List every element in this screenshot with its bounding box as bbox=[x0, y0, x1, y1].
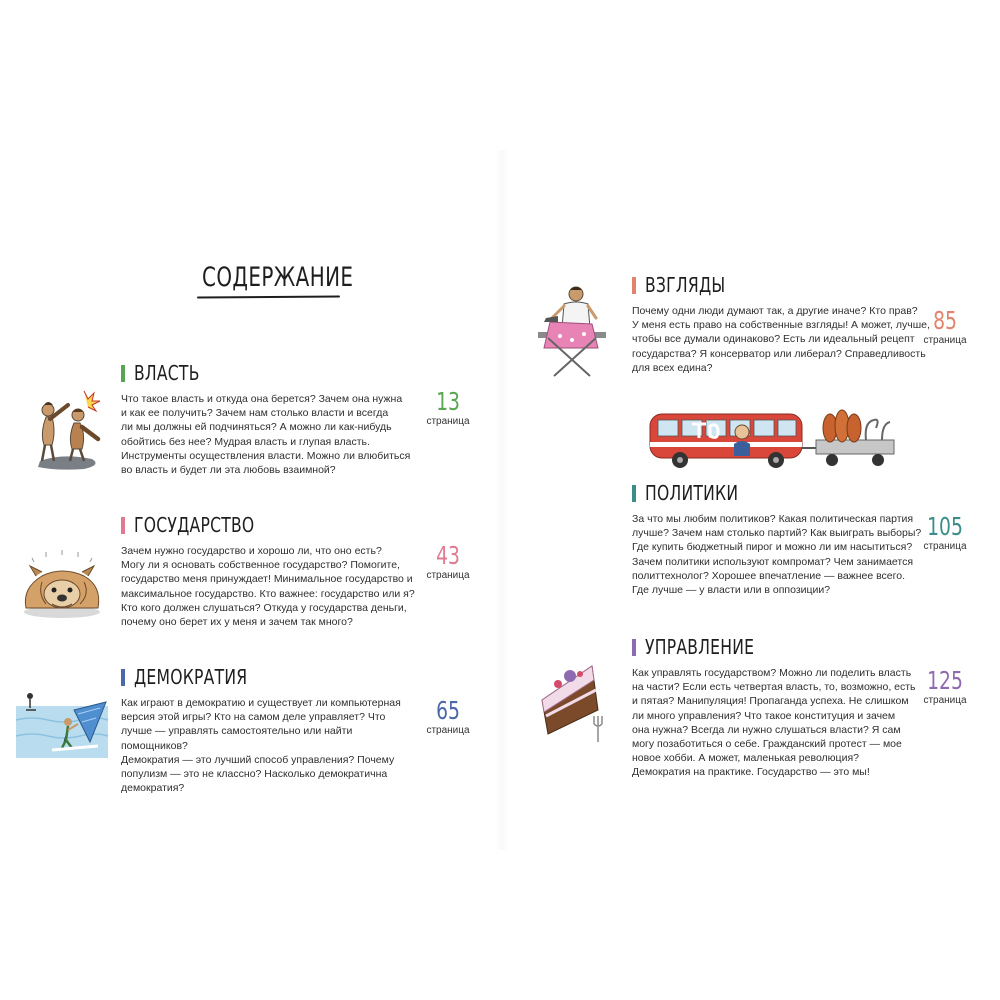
page-ref-demokratiya[interactable] bbox=[423, 697, 473, 736]
page-number: 65 bbox=[436, 696, 460, 725]
section-demokratiya[interactable] bbox=[121, 666, 421, 795]
page-label: страница bbox=[426, 416, 470, 427]
desc-line: лучше — управлять самостоятельно или найти помощников? bbox=[121, 725, 353, 752]
section-upravlenie-header bbox=[632, 636, 932, 658]
desc-line: Демократия на практике. Государство — это мы! bbox=[632, 766, 870, 779]
desc-line: За что мы любим политиков? Какая политическая партия bbox=[632, 513, 914, 525]
desc-line: Где лучше — у власти или в оппозиции? bbox=[632, 584, 831, 597]
desc-line: и пятая? Манипуляция! Пропаганда успеха. Не слишком bbox=[632, 695, 909, 708]
desc-line: и как ее получить? Зачем нам столько власти и всегда bbox=[121, 407, 389, 420]
cake-slice-icon bbox=[534, 660, 614, 748]
section-description bbox=[121, 544, 421, 629]
desc-line: для всех едина? bbox=[632, 361, 713, 374]
page-number: 43 bbox=[436, 541, 460, 570]
page-number: 85 bbox=[933, 306, 957, 335]
desc-line: демократия? bbox=[121, 782, 185, 795]
section-vzglyady-header bbox=[632, 274, 932, 296]
page-label: страница bbox=[923, 335, 967, 346]
section-color-bar bbox=[632, 277, 636, 294]
section-title: ГОСУДАРСТВО bbox=[134, 513, 255, 537]
section-title: ПОЛИТИКИ bbox=[645, 481, 739, 505]
desc-line: Зачем нужно государство и хорошо ли, что оно есть? bbox=[121, 545, 382, 557]
section-demokratiya-header bbox=[121, 666, 421, 688]
desc-line: Почему одни люди думают так, а другие иначе? Кто прав? bbox=[632, 305, 918, 317]
desc-line: Как играют в демократию и существует ли компьютерная bbox=[121, 697, 401, 709]
desc-line: ли много управления? Что такое конституция и зачем bbox=[632, 709, 896, 722]
desc-line: максимальное государство. Кто важнее: государство или я? bbox=[121, 587, 415, 600]
section-color-bar bbox=[121, 669, 125, 686]
desc-line: обойтись без нее? Мудрая власть и глупая власть. bbox=[121, 435, 370, 448]
desc-line: лучше? Зачем нам столько партий? Как выиграть выборы? bbox=[632, 527, 922, 540]
section-title: УПРАВЛЕНИЕ bbox=[645, 635, 755, 659]
desc-line: Как управлять государством? Можно ли поделить власть bbox=[632, 667, 912, 679]
desc-line: версия этой игры? Кто на самом деле управляет? Что bbox=[121, 711, 386, 724]
windsurfer-icon bbox=[12, 680, 112, 762]
campaign-bus-icon bbox=[646, 404, 898, 472]
desc-line: почему оно берет их у меня и зачем так много? bbox=[121, 616, 353, 629]
section-gosudarstvo-header bbox=[121, 514, 421, 536]
page-ref-vlast[interactable] bbox=[423, 388, 473, 427]
toc-title-underline bbox=[197, 296, 340, 299]
section-color-bar bbox=[632, 639, 636, 656]
desc-line: Инструменты осуществления власти. Можно ли влюбиться bbox=[121, 449, 411, 462]
desc-line: ли мы должны ей подчиняться? А можно ли как-нибудь bbox=[121, 421, 392, 434]
cavemen-fighting-icon bbox=[22, 383, 110, 471]
section-color-bar bbox=[121, 517, 125, 534]
section-politiki[interactable] bbox=[632, 482, 932, 597]
page-label: страница bbox=[923, 695, 967, 706]
desc-line: во власть и будет ли эта любовь взаимной? bbox=[121, 464, 336, 477]
section-color-bar bbox=[632, 485, 636, 502]
desc-line: популизм — это не классно? Насколько демократична bbox=[121, 768, 388, 781]
desc-line: политтехнолог? Хорошее впечатление — важнее всего. bbox=[632, 569, 905, 582]
page-gutter bbox=[495, 150, 509, 850]
desc-line: могу позаботиться о себе. Гражданский протест — мое bbox=[632, 738, 902, 751]
page-label: страница bbox=[426, 570, 470, 581]
section-description bbox=[632, 512, 932, 597]
section-description bbox=[121, 392, 421, 477]
section-upravlenie[interactable] bbox=[632, 636, 932, 780]
desc-line: Демократия — это лучший способ управления? Почему bbox=[121, 753, 395, 766]
desc-line: на части? Если есть четвертая власть, то, возможно, есть bbox=[632, 681, 916, 694]
bulldog-icon bbox=[12, 546, 110, 622]
page-ref-vzglyady[interactable] bbox=[920, 307, 970, 346]
desc-line: государства? Я консерватор или либерал? Справедливость bbox=[632, 347, 926, 360]
desc-line: Зачем политики используют компромат? Чем занимается bbox=[632, 555, 914, 568]
desc-line: она нужна? Всегда ли нужно слушаться власти? Я сам bbox=[632, 723, 901, 736]
section-description bbox=[121, 696, 421, 795]
page-label: страница bbox=[426, 725, 470, 736]
page-label: страница bbox=[923, 541, 967, 552]
desc-line: чтобы все думали одинаково? Есть ли идеальный рецепт bbox=[632, 333, 915, 346]
page-ref-politiki[interactable] bbox=[920, 513, 970, 552]
desc-line: государство меня принуждает! Минимальное государство и bbox=[121, 573, 413, 586]
desc-line: Что такое власть и откуда она берется? Зачем она нужна bbox=[121, 393, 403, 405]
page-ref-upravlenie[interactable] bbox=[920, 667, 970, 706]
section-vlast[interactable] bbox=[121, 362, 421, 477]
desc-line: Кто кого должен слушаться? Откуда у государства деньги, bbox=[121, 601, 407, 614]
desc-line: У меня есть право на собственные взгляды! А может, лучше, bbox=[632, 319, 930, 332]
desc-line: новое хобби. А может, маленькая революция? bbox=[632, 752, 859, 765]
section-vlast-header bbox=[121, 362, 421, 384]
section-title: ВЛАСТЬ bbox=[134, 361, 200, 385]
page-number: 105 bbox=[927, 512, 963, 541]
section-gosudarstvo[interactable] bbox=[121, 514, 421, 629]
section-title: ВЗГЛЯДЫ bbox=[645, 273, 726, 297]
toc-title: СОДЕРЖАНИЕ bbox=[202, 262, 354, 293]
page-number: 125 bbox=[927, 666, 963, 695]
page-ref-gosudarstvo[interactable] bbox=[423, 542, 473, 581]
section-vzglyady[interactable] bbox=[632, 274, 932, 375]
section-color-bar bbox=[121, 365, 125, 382]
section-title: ДЕМОКРАТИЯ bbox=[134, 665, 248, 689]
section-description bbox=[632, 304, 932, 375]
man-ironing-icon bbox=[532, 282, 612, 380]
section-politiki-header bbox=[632, 482, 932, 504]
desc-line: Где купить бюджетный пирог и можно ли им насытиться? bbox=[632, 541, 913, 554]
section-description bbox=[632, 666, 932, 780]
desc-line: Могу ли я основать собственное государство? Помогите, bbox=[121, 559, 400, 572]
page-number: 13 bbox=[436, 387, 460, 416]
